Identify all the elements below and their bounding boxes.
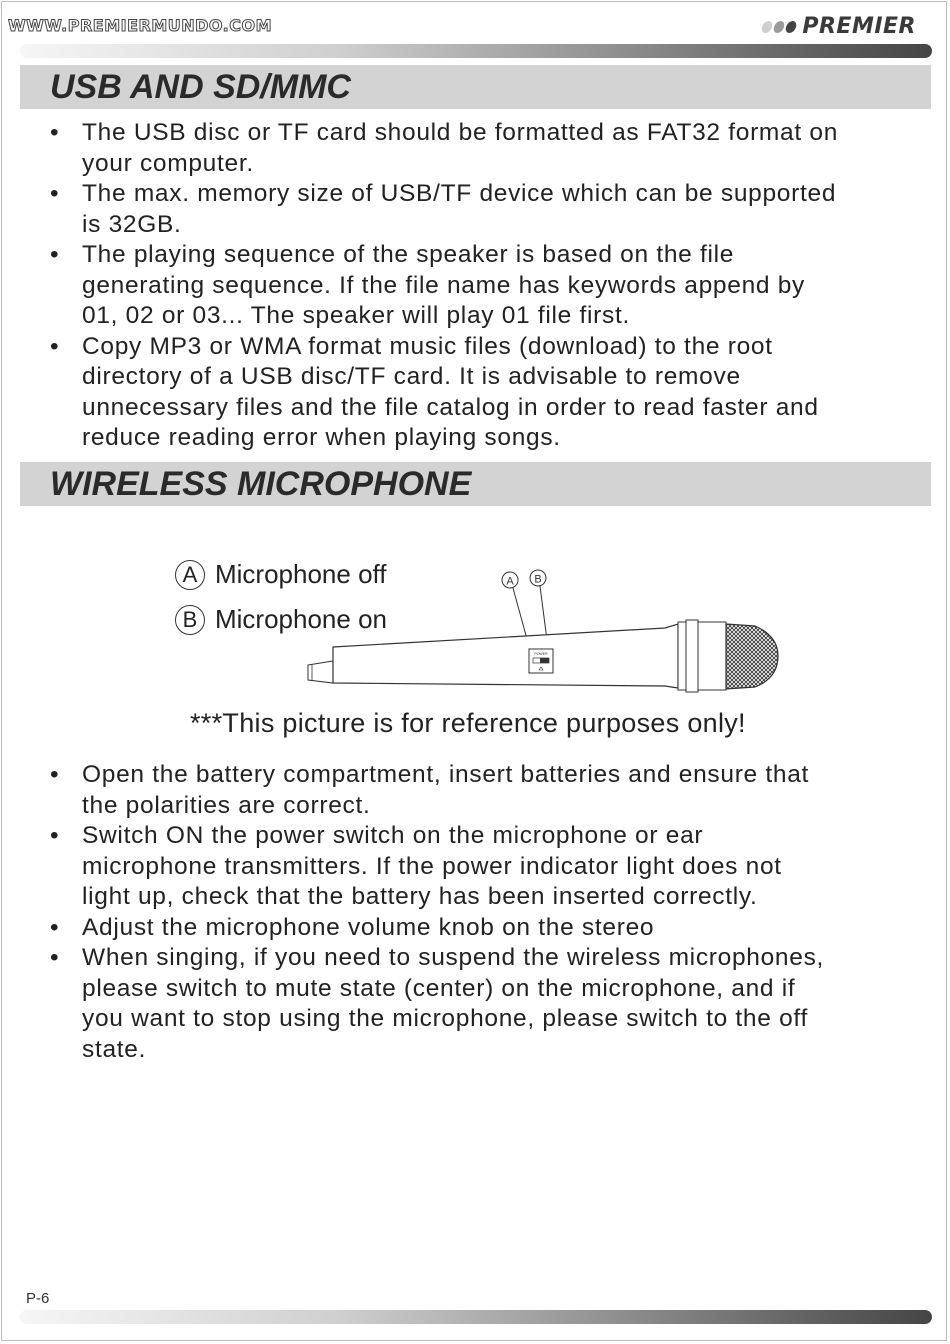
list-item [48, 943, 936, 1065]
legend-label-a: Microphone off [215, 559, 387, 589]
brand-logo [762, 14, 916, 39]
line: is 32GB. [82, 210, 182, 238]
website-url: WWW.PREMIERMUNDO.COM [8, 16, 272, 35]
line: The USB disc or TF card should be formatted as FAT32 format on [82, 119, 839, 146]
line: Open the battery compartment, insert batteries and ensure that [82, 761, 810, 788]
line: you want to stop using the microphone, please switch to the off [82, 1005, 808, 1032]
microphone-diagram [300, 560, 790, 695]
list-item [48, 240, 936, 332]
svg-text:B: B [534, 573, 542, 586]
line: light up, check that the battery has been inserted correctly. [82, 883, 758, 910]
list-item [48, 118, 936, 179]
line: Adjust the microphone volume knob on the stereo [82, 913, 655, 941]
line: The playing sequence of the speaker is based on the file [82, 241, 735, 268]
line: microphone transmitters. If the power indicator light does not [82, 852, 782, 880]
line: Copy MP3 or WMA format music files (download) to the root [82, 332, 773, 360]
line: generating sequence. If the file name has keywords append by [82, 271, 805, 299]
legend-label-b: Microphone on [215, 604, 387, 634]
list-item [48, 179, 936, 240]
line: Switch ON the power switch on the microphone or ear [82, 822, 704, 849]
brand-dots-icon [762, 21, 796, 33]
list-item [48, 913, 936, 944]
legend-letter-b: B [175, 605, 205, 635]
line: reduce reading error when playing songs. [82, 424, 561, 451]
line: When singing, if you need to suspend the wireless microphones, [82, 944, 825, 971]
brand-name: PREMIER [802, 14, 916, 39]
usb-bullet-list [48, 118, 936, 454]
line: please switch to mute state (center) on the microphone, and if [82, 974, 796, 1002]
usb-section-title: USB AND SD/MMC [20, 65, 931, 109]
line: state. [82, 1035, 147, 1063]
diagram-switch-text: POWER [534, 652, 548, 656]
line: 01, 02 or 03... The speaker will play 01 file first. [82, 302, 630, 329]
mic-section-title: WIRELESS MICROPHONE [20, 462, 931, 506]
list-item [48, 332, 936, 454]
mic-bullet-list [48, 760, 936, 1065]
legend-letter-a: A [175, 560, 205, 590]
svg-text:A: A [506, 575, 514, 588]
header-divider-bar [20, 44, 932, 58]
line: the polarities are correct. [82, 791, 371, 819]
list-item [48, 821, 936, 913]
footer-divider-bar [20, 1310, 932, 1324]
line: unnecessary files and the file catalog in order to read faster and [82, 393, 819, 421]
line: your computer. [82, 149, 254, 177]
page-number: P-6 [26, 1290, 50, 1307]
reference-note: ***This picture is for reference purposes only! [190, 708, 746, 738]
line: directory of a USB disc/TF card. It is advisable to remove [82, 363, 741, 390]
list-item [48, 760, 936, 821]
line: The max. memory size of USB/TF device which can be supported [82, 180, 837, 207]
